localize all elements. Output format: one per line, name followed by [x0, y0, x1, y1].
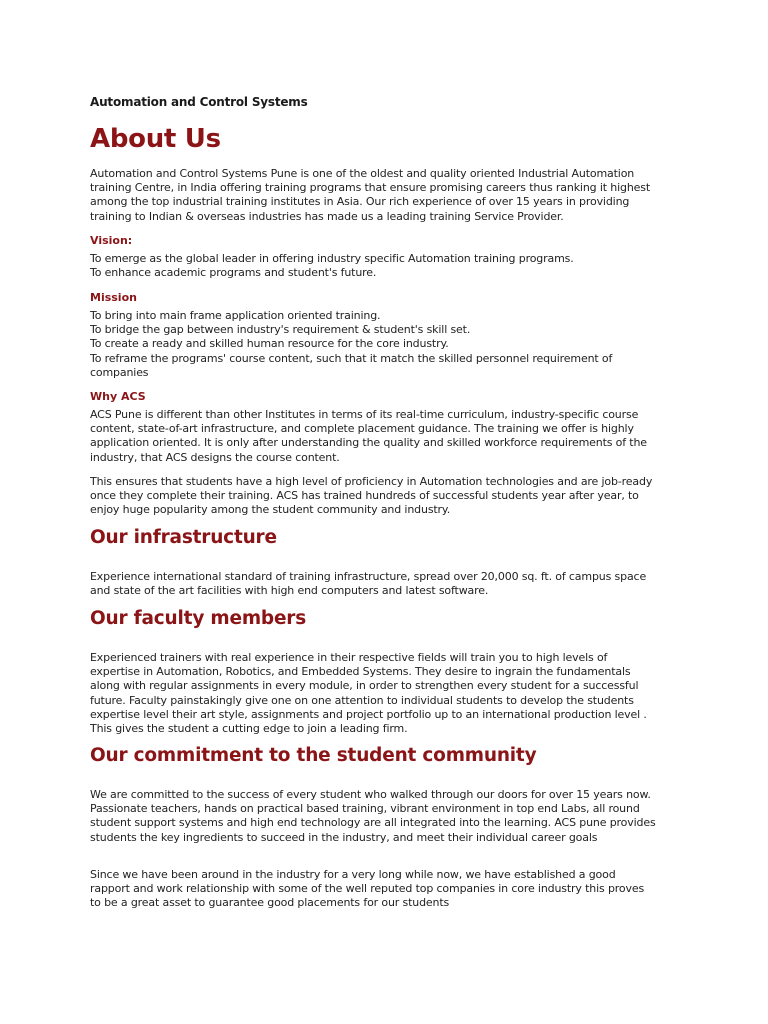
- mission-line: To reframe the programs' course content, such that it match the skilled personnel requirement of companies: [90, 351, 613, 379]
- vision-list: [90, 252, 656, 280]
- about-us-heading: About Us: [90, 124, 221, 154]
- mission-line: To bring into main frame application oriented training.: [90, 309, 381, 322]
- infrastructure-paragraph: Experience international standard of training infrastructure, spread over 20,000 sq. ft. of campus space and state of the art facilities with high end computers and latest software.: [90, 570, 647, 598]
- vision-heading: Vision:: [90, 234, 133, 247]
- mission-list: [90, 309, 656, 380]
- why-acs-heading: Why ACS: [90, 390, 146, 403]
- vision-line: To emerge as the global leader in offering industry specific Automation training programs.: [90, 252, 574, 265]
- commitment-paragraph-2: Since we have been around in the industry for a very long while now, we have established a good rapport and work relationship with some of the well reputed top companies in core industry this proves to be a great asset to guarantee good placements for our students: [90, 868, 645, 910]
- mission-line: To bridge the gap between industry's requirement & student's skill set.: [90, 323, 471, 337]
- vision-line: To enhance academic programs and student's future.: [90, 266, 377, 280]
- commitment-heading: Our commitment to the student community: [90, 745, 537, 766]
- faculty-heading: Our faculty members: [90, 608, 307, 629]
- running-title: Automation and Control Systems: [90, 95, 308, 109]
- infrastructure-heading: Our infrastructure: [90, 527, 277, 548]
- intro-paragraph: Automation and Control Systems Pune is one of the oldest and quality oriented Industrial Automation training Centre, in India offering training programs that ensure promising careers thus ranking it highest among the top industrial training institutes in Asia. Our rich experience of over 15 years in providing training to Indian & overseas industries has made us a leading training Service Provider.: [90, 167, 651, 223]
- mission-heading: Mission: [90, 291, 137, 304]
- commitment-paragraph-1: We are committed to the success of every student who walked through our doors for over 15 years now. Passionate teachers, hands on practical based training, vibrant environment in top end Labs, all round student support systems and high end technology are all integrated into the learning. ACS pune provides students the key ingredients to succeed in the industry, and meet their individual career goals: [90, 788, 656, 844]
- faculty-paragraph: Experienced trainers with real experience in their respective fields will train you to high levels of expertise in Automation, Robotics, and Embedded Systems. They desire to ingrain the fundamentals along with regular assignments in every module, in order to strengthen every student for a successful future. Faculty painstakingly give one on one attention to individual students to develop the students expertise level their art style, assignments and project portfolio up to an international production level . This gives the student a cutting edge to join a leading firm.: [90, 651, 647, 736]
- why-acs-paragraph-1: ACS Pune is different than other Institutes in terms of its real-time curriculum, industry-specific course content, state-of-art infrastructure, and complete placement guidance. The training we offer is highly application oriented. It is only after understanding the quality and skilled workforce requirements of the industry, that ACS designs the course content.: [90, 408, 647, 464]
- mission-line: To create a ready and skilled human resource for the core industry.: [90, 337, 449, 351]
- why-acs-paragraph-2: This ensures that students have a high level of proficiency in Automation technologies and are job-ready once they complete their training. ACS has trained hundreds of successful students year after year, to enjoy huge popularity among the student community and industry.: [90, 475, 653, 517]
